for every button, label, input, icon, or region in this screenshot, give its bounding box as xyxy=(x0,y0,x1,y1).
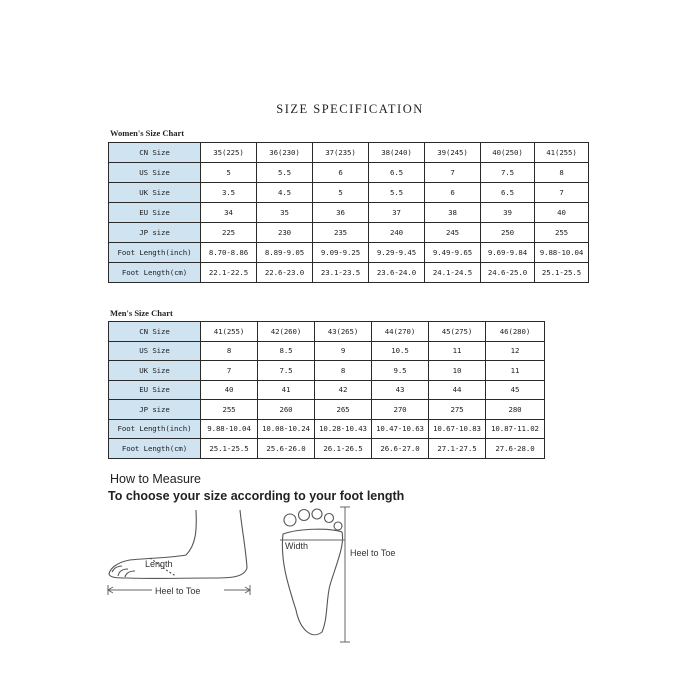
table-cell: 22.6-23.0 xyxy=(257,263,313,283)
table-cell: 9.88-10.04 xyxy=(535,243,589,263)
table-cell: 44 xyxy=(429,380,486,400)
table-cell: 5 xyxy=(313,183,369,203)
table-cell: 36 xyxy=(313,203,369,223)
table-cell: 43 xyxy=(372,380,429,400)
table-cell: 10.28-10.43 xyxy=(315,419,372,439)
table-cell: 9.29-9.45 xyxy=(369,243,425,263)
table-cell: 45 xyxy=(486,380,545,400)
table-cell: 8 xyxy=(315,361,372,381)
row-label: JP size xyxy=(109,400,201,420)
table-cell: 270 xyxy=(372,400,429,420)
table-cell: 6.5 xyxy=(481,183,535,203)
table-cell: 5.5 xyxy=(369,183,425,203)
row-label: Foot Length(cm) xyxy=(109,263,201,283)
table-cell: 40 xyxy=(201,380,258,400)
side-heel-toe-label: Heel to Toe xyxy=(155,586,201,596)
table-cell: 35 xyxy=(257,203,313,223)
table-cell: 10.08-10.24 xyxy=(258,419,315,439)
table-cell: 7 xyxy=(425,163,481,183)
table-cell: 7.5 xyxy=(481,163,535,183)
table-cell: 12 xyxy=(486,341,545,361)
table-cell: 4.5 xyxy=(257,183,313,203)
table-cell: 38(240) xyxy=(369,143,425,163)
table-cell: 230 xyxy=(257,223,313,243)
table-cell: 10.5 xyxy=(372,341,429,361)
table-cell: 38 xyxy=(425,203,481,223)
table-cell: 255 xyxy=(201,400,258,420)
table-cell: 35(225) xyxy=(201,143,257,163)
row-label: JP size xyxy=(109,223,201,243)
table-cell: 8 xyxy=(535,163,589,183)
table-cell: 25.1-25.5 xyxy=(201,439,258,459)
table-cell: 25.6-26.0 xyxy=(258,439,315,459)
row-label: US Size xyxy=(109,163,201,183)
table-cell: 43(265) xyxy=(315,322,372,342)
table-cell: 22.1-22.5 xyxy=(201,263,257,283)
table-cell: 5.5 xyxy=(257,163,313,183)
table-cell: 235 xyxy=(313,223,369,243)
table-cell: 6 xyxy=(425,183,481,203)
table-cell: 280 xyxy=(486,400,545,420)
table-cell: 9.09-9.25 xyxy=(313,243,369,263)
row-label: UK Size xyxy=(109,361,201,381)
page-title: SIZE SPECIFICATION xyxy=(276,102,424,116)
table-cell: 225 xyxy=(201,223,257,243)
table-cell: 10.47-10.63 xyxy=(372,419,429,439)
table-cell: 37(235) xyxy=(313,143,369,163)
table-cell: 23.1-23.5 xyxy=(313,263,369,283)
table-cell: 27.6-28.0 xyxy=(486,439,545,459)
row-label: CN Size xyxy=(109,143,201,163)
table-cell: 37 xyxy=(369,203,425,223)
top-heel-toe-label: Heel to Toe xyxy=(350,548,396,558)
row-label: Foot Length(cm) xyxy=(109,439,201,459)
table-cell: 42 xyxy=(315,380,372,400)
table-cell: 6.5 xyxy=(369,163,425,183)
table-cell: 260 xyxy=(258,400,315,420)
table-cell: 10.67-10.83 xyxy=(429,419,486,439)
table-cell: 5 xyxy=(201,163,257,183)
table-cell: 41(255) xyxy=(535,143,589,163)
table-cell: 240 xyxy=(369,223,425,243)
table-cell: 27.1-27.5 xyxy=(429,439,486,459)
table-cell: 250 xyxy=(481,223,535,243)
table-cell: 275 xyxy=(429,400,486,420)
row-label: Foot Length(inch) xyxy=(109,243,201,263)
table-cell: 8.5 xyxy=(258,341,315,361)
table-cell: 9.69-9.84 xyxy=(481,243,535,263)
table-cell: 34 xyxy=(201,203,257,223)
row-label: EU Size xyxy=(109,203,201,223)
women-chart-title: Women's Size Chart xyxy=(110,128,185,138)
table-cell: 40 xyxy=(535,203,589,223)
table-cell: 44(270) xyxy=(372,322,429,342)
table-cell: 9 xyxy=(315,341,372,361)
table-cell: 7.5 xyxy=(258,361,315,381)
table-cell: 25.1-25.5 xyxy=(535,263,589,283)
table-cell: 23.6-24.0 xyxy=(369,263,425,283)
table-cell: 10 xyxy=(429,361,486,381)
row-label: US Size xyxy=(109,341,201,361)
table-cell: 8.70-8.86 xyxy=(201,243,257,263)
table-cell: 39(245) xyxy=(425,143,481,163)
men-chart-title: Men's Size Chart xyxy=(110,308,173,318)
table-cell: 265 xyxy=(315,400,372,420)
row-label: CN Size xyxy=(109,322,201,342)
table-cell: 24.6-25.0 xyxy=(481,263,535,283)
table-cell: 45(275) xyxy=(429,322,486,342)
table-cell: 26.1-26.5 xyxy=(315,439,372,459)
table-cell: 255 xyxy=(535,223,589,243)
table-cell: 8 xyxy=(201,341,258,361)
how-to-measure-heading: How to Measure xyxy=(110,472,202,486)
table-cell: 24.1-24.5 xyxy=(425,263,481,283)
table-cell: 3.5 xyxy=(201,183,257,203)
table-cell: 46(280) xyxy=(486,322,545,342)
table-cell: 11 xyxy=(486,361,545,381)
table-cell: 39 xyxy=(481,203,535,223)
how-to-measure-subheading: To choose your size according to your foot length xyxy=(108,489,405,503)
table-cell: 7 xyxy=(201,361,258,381)
table-cell: 10.87-11.02 xyxy=(486,419,545,439)
table-cell: 40(250) xyxy=(481,143,535,163)
table-cell: 11 xyxy=(429,341,486,361)
table-cell: 41(255) xyxy=(201,322,258,342)
table-cell: 41 xyxy=(258,380,315,400)
row-label: UK Size xyxy=(109,183,201,203)
table-cell: 36(230) xyxy=(257,143,313,163)
row-label: EU Size xyxy=(109,380,201,400)
row-label: Foot Length(inch) xyxy=(109,419,201,439)
table-cell: 9.88-10.04 xyxy=(201,419,258,439)
table-cell: 9.5 xyxy=(372,361,429,381)
table-cell: 42(260) xyxy=(258,322,315,342)
table-cell: 6 xyxy=(313,163,369,183)
top-width-label: Width xyxy=(285,541,309,551)
side-foot-illustration xyxy=(109,510,247,578)
table-cell: 9.49-9.65 xyxy=(425,243,481,263)
table-cell: 8.89-9.05 xyxy=(257,243,313,263)
side-length-label: Length xyxy=(145,559,173,569)
table-cell: 245 xyxy=(425,223,481,243)
table-cell: 26.6-27.0 xyxy=(372,439,429,459)
table-cell: 7 xyxy=(535,183,589,203)
top-footprint-illustration xyxy=(282,509,342,635)
